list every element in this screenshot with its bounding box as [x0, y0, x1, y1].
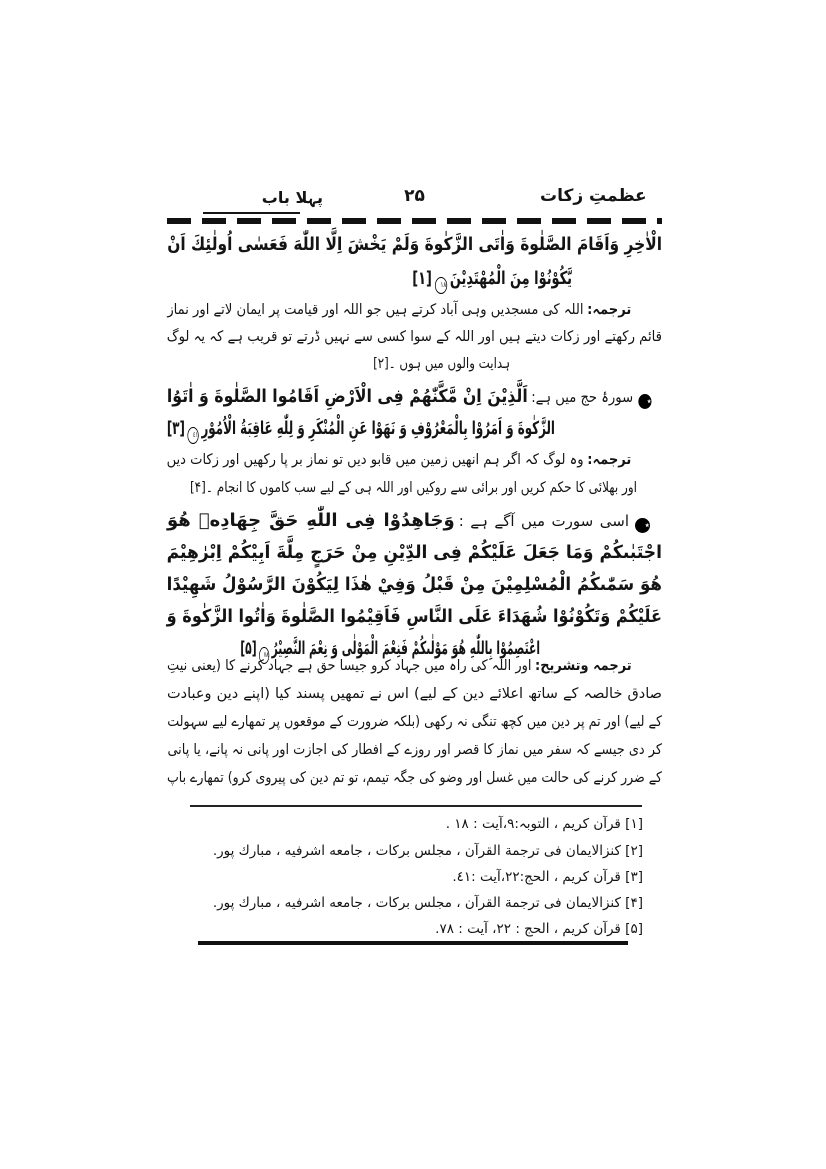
translation3-line4: کر دی جیسے کہ سفر میں نماز کا قصر اور روزے کے افطار کی اجازت اور پانی نہ پانے، یا پانی	[167, 742, 663, 758]
translation2-line2: اور بھلائی کا حکم کریں اور برائی سے روکیں اور اللہ ہی کے لیے سب کاموں کا انجام ۔[۴]	[189, 480, 638, 496]
verse3-intro: اسی سورت میں آگے ہے :	[458, 512, 629, 530]
translation3-line3: کے لیے) اور تم پر دین میں کچھ تنگی نہ رکھی (بلکہ ضرورت کے موقعوں پر تمھارے لیے سہولت	[167, 714, 662, 730]
verse2-intro: سورۂ حج میں ہے:	[531, 388, 634, 406]
footnote-ref-1: [۱]	[412, 268, 432, 289]
ayah-end-mark-icon: ٤١	[188, 427, 199, 444]
footnote-1: [۱] قرآن کریم ، التوبہ:۹،آیت : ۱۸ .	[445, 816, 643, 832]
translation3-line5: کے ضرر کرنے کی حالت میں غسل اور وضو کی جگہ تیمم، تو تم دین کی پیروی کرو) تمھارے باپ	[166, 770, 662, 786]
translation-label: ترجمہ:	[587, 302, 632, 318]
footnote-4: [۴] کنزالایمان فی ترجمة القرآن ، مجلس برکات ، جامعه اشرفیه ، مبارك پور.	[212, 895, 643, 911]
chapter-title-underline	[203, 212, 300, 214]
ayah-end-mark-icon: ١٨	[435, 277, 447, 294]
translation3-line2: صادق خالصہ کے ساتھ اعلائے دین کے لیے) اس نے تمھیں پسند کیا (اپنے دین وعبادت	[167, 686, 662, 702]
translation2-line1: ترجمہ:وہ لوگ کہ اگر ہم انھیں زمین میں قابو دیں تو نماز بر پا رکھیں اور زکات دیں	[166, 452, 632, 468]
ayah-end-mark-icon: ٧٨	[259, 647, 269, 664]
footnote-ref-5: [۵]	[240, 638, 257, 659]
verse3-line4: عَلَيْكُمْ وَتَكُوْنُوْا شُهَدَاءَ عَلَى النَّاسِ فَاَقِيْمُوا الصَّلٰوةَ وَاٰتُوا الزَّكٰوةَ وَ	[166, 606, 662, 627]
verse2-line2: الزَّكٰوةَ وَ اَمَرُوْا بِالْمَعْرُوْفِ وَ نَهَوْا عَنِ الْمُنْكَرِ وَ لِلّٰهِ عَاقِبَةُ الْاُمُوْرِ٤١[۳]	[299, 414, 555, 444]
verse1-line2: يَّكُوْنُوْا مِنَ الْمُهْتَدِيْنَ١٨[۱]	[457, 264, 572, 294]
translation-label: ترجمہ:	[587, 452, 632, 468]
verse2-line1: ٭سورۂ حج میں ہے:اَلَّذِيْنَ اِنْ مَّكَّنّٰهُمْ فِى الْاَرْضِ اَقَامُوا الصَّلٰوةَ وَ اٰتَوُا	[166, 386, 652, 407]
footnote-5: [۵] قرآن کریم ، الحج : ۲۲، آیت : ۷۸.	[435, 921, 643, 937]
verse3-line1: ٭اسی سورت میں آگے ہے :وَجَاهِدُوْا فِى اللّٰهِ حَقَّ جِهَادِهٖ هُوَ	[167, 510, 650, 531]
translation-label: ترجمہ وتشریح:	[535, 658, 632, 674]
footnote-3: [۳] قرآن کریم ، الحج:۲۲،آیت :٤۱.	[452, 869, 643, 885]
translation1-line3: ہدایت والوں میں ہوں ۔[۲]	[373, 356, 510, 372]
verse3-line5: اعْتَصِمُوْا بِاللّٰهِ هُوَ مَوْلٰىكُمْ فَنِعْمَ الْمَوْلٰى وَ نِعْمَ النَّصِيْرُ٧٨[۵]	[361, 634, 540, 664]
verse1-line1: الْاٰخِرِ وَاَقَامَ الصَّلٰوةَ وَاٰتَى الزَّكٰوةَ وَلَمْ يَخْشَ اِلَّا اللّٰهَ فَعَسٰى اُولٰئِكَ اَنْ	[167, 234, 663, 255]
page-bottom-rule	[198, 941, 628, 945]
header-dashed-rule	[167, 218, 662, 224]
translation1-line2: قائم رکھتے اور زکات دیتے ہیں اور اللہ کے سوا کسی سے نہیں ڈرتے تو قریب ہے کہ یہ لوگ	[166, 329, 662, 345]
verse3-line2: اجْتَبٰىكُمْ وَمَا جَعَلَ عَلَيْكُمْ فِى الدِّيْنِ مِنْ حَرَجٍ مِلَّةَ اَبِيْكُمْ اِبْرٰهِيْمَ	[166, 542, 662, 563]
flower-ornament-icon: ٭	[638, 394, 651, 409]
page-number: ۲۵	[404, 186, 425, 206]
flower-ornament-icon: ٭	[635, 518, 650, 533]
translation3-line1: ترجمہ وتشریح:اور اللہ کی راہ میں جہاد کرو جیسا حق ہے جہاد کرنے کا (یعنی نیتِ	[167, 658, 632, 674]
footnote-2: [۲] کنزالایمان فی ترجمة القرآن ، مجلس برکات ، جامعه اشرفیه ، مبارك پور.	[212, 843, 643, 859]
footnote-ref-3: [۳]	[166, 418, 185, 439]
translation1-line1: ترجمہ:اللہ کی مسجدیں وہی آباد کرتے ہیں جو اللہ اور قیامت پر ایمان لاتے اور نماز	[167, 302, 632, 318]
footnote-separator-rule	[190, 805, 642, 807]
chapter-title: پہلا باب	[261, 188, 323, 207]
page-title: عظمتِ زکات	[540, 186, 647, 206]
verse3-line3: هُوَ سَمّٰىكُمُ الْمُسْلِمِيْنَ مِنْ قَبْلُ وَفِيْ هٰذَا لِيَكُوْنَ الرَّسُوْلُ شَهِيْدًا	[166, 574, 662, 595]
